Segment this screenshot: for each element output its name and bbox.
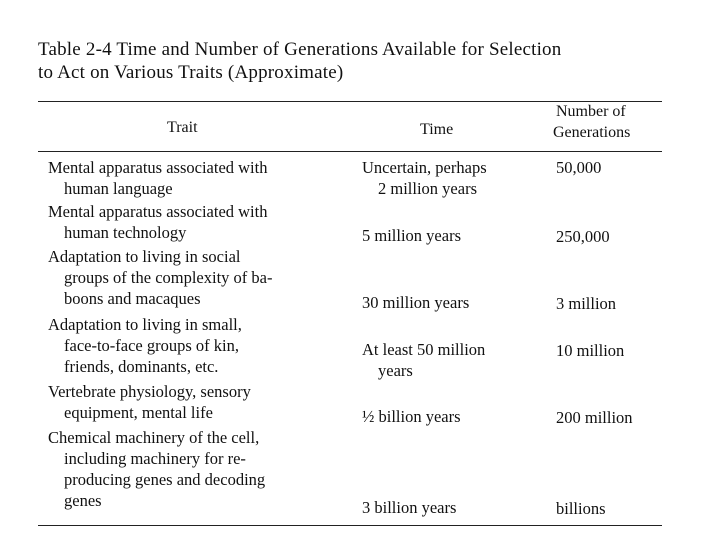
header-time: Time (420, 121, 454, 138)
trait-cell: Mental apparatus associated with human language (48, 158, 268, 198)
time-cell: At least 50 million years (362, 340, 486, 380)
bottom-rule (38, 525, 662, 526)
header-generations-line-2: Generations (553, 124, 631, 141)
time-cell: ½ billion years (362, 407, 461, 426)
trait-cell: Adaptation to living in small, face-to-face groups of kin, friends, dominants, etc. (48, 315, 242, 376)
generations-cell: 200 million (556, 408, 633, 427)
generations-cell: 3 million (556, 294, 617, 313)
caption-line-2: to Act on Various Traits (Approximate) (38, 62, 344, 83)
generations-cell: 250,000 (556, 227, 610, 246)
generations-cell: 10 million (556, 341, 625, 360)
header-generations-line-1: Number of (556, 103, 626, 120)
top-rule (38, 101, 662, 102)
time-cell: 3 billion years (362, 498, 457, 517)
trait-cell: Vertebrate physiology, sensory equipment, mental life (48, 382, 251, 422)
trait-cell: Chemical machinery of the cell, including machinery for re- producing genes and decoding genes (48, 428, 266, 510)
header-rule (38, 151, 662, 152)
time-cell: 5 million years (362, 226, 461, 245)
time-cell: Uncertain, perhaps 2 million years (362, 158, 487, 198)
caption-line-1: Table 2-4 Time and Number of Generations Available for Selection (38, 39, 562, 60)
trait-cell: Adaptation to living in social groups of the complexity of ba- boons and macaques (48, 247, 273, 308)
generations-cell: 50,000 (556, 158, 602, 177)
header-trait: Trait (167, 119, 198, 136)
generations-cell: billions (556, 499, 606, 518)
time-cell: 30 million years (362, 293, 470, 312)
trait-cell: Mental apparatus associated with human technology (48, 202, 268, 242)
